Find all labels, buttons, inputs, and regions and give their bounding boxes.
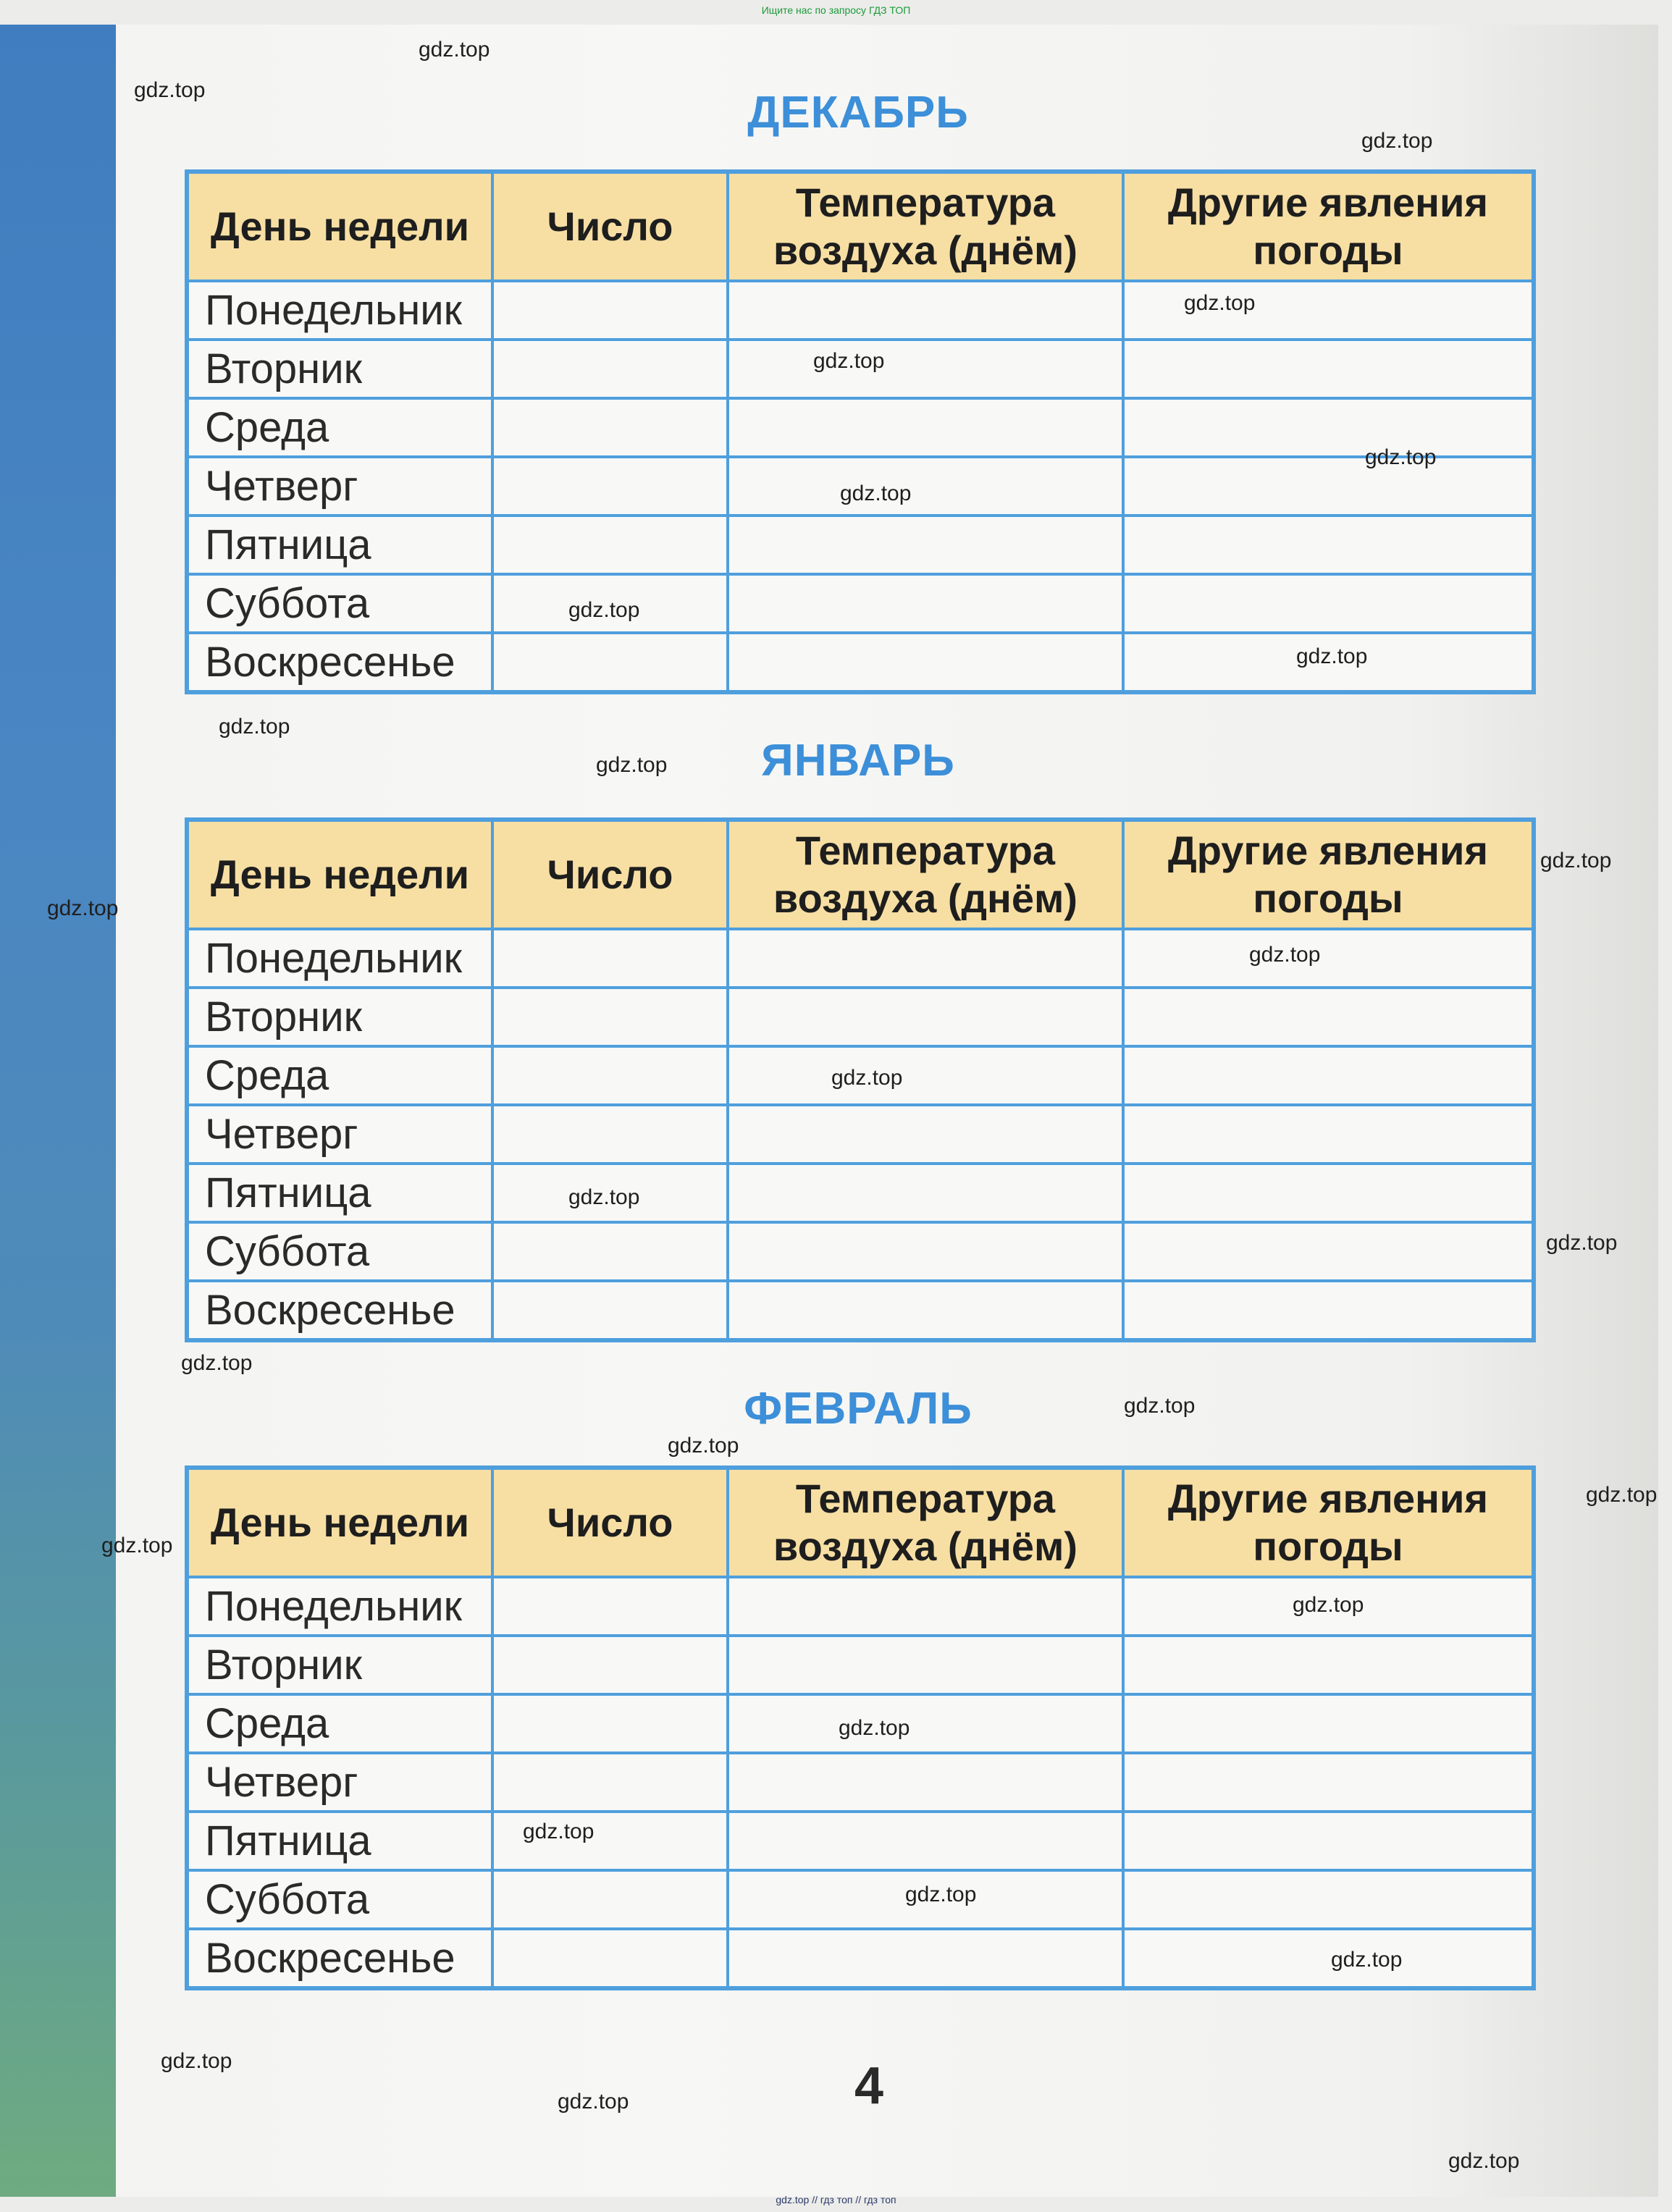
other-cell[interactable] xyxy=(1123,516,1534,574)
header-number: Число xyxy=(492,1468,728,1577)
temperature-cell[interactable] xyxy=(728,1577,1123,1636)
day-cell: Пятница xyxy=(187,1812,492,1870)
temperature-cell[interactable] xyxy=(728,1929,1123,1988)
watermark: gdz.top xyxy=(558,2090,629,2114)
watermark: gdz.top xyxy=(831,1066,903,1090)
watermark: gdz.top xyxy=(1448,2149,1520,2173)
table-row xyxy=(187,398,1534,457)
day-cell: Суббота xyxy=(187,1870,492,1929)
header-day: День недели xyxy=(187,1468,492,1577)
watermark: gdz.top xyxy=(1540,849,1612,872)
other-cell[interactable] xyxy=(1123,988,1534,1046)
watermark: gdz.top xyxy=(1184,291,1256,315)
temperature-cell[interactable] xyxy=(728,574,1123,633)
other-cell[interactable] xyxy=(1123,457,1534,516)
day-cell: Воскресенье xyxy=(187,1281,492,1340)
watermark: gdz.top xyxy=(1249,943,1321,967)
temperature-cell[interactable] xyxy=(728,988,1123,1046)
top-note: Ищите нас по запросу ГДЗ ТОП xyxy=(761,4,911,16)
observation-table xyxy=(185,169,1536,694)
other-cell[interactable] xyxy=(1123,929,1534,988)
day-cell: Четверг xyxy=(187,1753,492,1812)
day-cell: Среда xyxy=(187,1694,492,1753)
day-cell: Суббота xyxy=(187,574,492,633)
temperature-cell[interactable] xyxy=(728,398,1123,457)
watermark: gdz.top xyxy=(134,78,206,102)
day-cell: Воскресенье xyxy=(187,633,492,692)
header-day: День недели xyxy=(187,820,492,929)
watermark: gdz.top xyxy=(1331,1948,1403,1972)
header-number: Число xyxy=(492,172,728,281)
temperature-cell[interactable] xyxy=(728,281,1123,340)
watermark: gdz.top xyxy=(1365,445,1437,469)
number-cell[interactable] xyxy=(492,1753,728,1812)
day-cell: Пятница xyxy=(187,516,492,574)
other-cell[interactable] xyxy=(1123,1164,1534,1222)
header-other: Другие явления погоды xyxy=(1123,1468,1534,1577)
watermark: gdz.top xyxy=(101,1534,173,1557)
temperature-cell[interactable] xyxy=(728,1105,1123,1164)
day-cell: Вторник xyxy=(187,1636,492,1694)
table-row xyxy=(187,929,1534,988)
day-cell: Вторник xyxy=(187,340,492,398)
header-number: Число xyxy=(492,820,728,929)
day-cell: Понедельник xyxy=(187,929,492,988)
header-temperature: Температура воздуха (днём) xyxy=(728,820,1123,929)
table-row xyxy=(187,1753,1534,1812)
watermark: gdz.top xyxy=(1124,1394,1196,1418)
watermark: gdz.top xyxy=(1293,1593,1364,1617)
number-cell[interactable] xyxy=(492,1281,728,1340)
number-cell[interactable] xyxy=(492,281,728,340)
watermark: gdz.top xyxy=(181,1351,253,1375)
watermark: gdz.top xyxy=(813,349,885,373)
number-cell[interactable] xyxy=(492,633,728,692)
month-title: ДЕКАБРЬ xyxy=(747,88,969,138)
temperature-cell[interactable] xyxy=(728,1281,1123,1340)
day-cell: Пятница xyxy=(187,1164,492,1222)
table-row xyxy=(187,1281,1534,1340)
watermark: gdz.top xyxy=(839,1716,910,1740)
number-cell[interactable] xyxy=(492,988,728,1046)
temperature-cell[interactable] xyxy=(728,929,1123,988)
temperature-cell[interactable] xyxy=(728,1753,1123,1812)
table-row xyxy=(187,1222,1534,1281)
table-row xyxy=(187,988,1534,1046)
other-cell[interactable] xyxy=(1123,1812,1534,1870)
temperature-cell[interactable] xyxy=(728,1694,1123,1753)
month-title: ЯНВАРЬ xyxy=(761,736,955,786)
number-cell[interactable] xyxy=(492,1929,728,1988)
header-other: Другие явления погоды xyxy=(1123,820,1534,929)
watermark: gdz.top xyxy=(1546,1231,1618,1255)
header-day: День недели xyxy=(187,172,492,281)
temperature-cell[interactable] xyxy=(728,1222,1123,1281)
watermark: gdz.top xyxy=(596,753,668,777)
month-title: ФЕВРАЛЬ xyxy=(744,1384,972,1434)
number-cell[interactable] xyxy=(492,1046,728,1105)
table-row xyxy=(187,1105,1534,1164)
other-cell[interactable] xyxy=(1123,1105,1534,1164)
watermark: gdz.top xyxy=(419,38,490,62)
left-color-strip xyxy=(0,25,119,2197)
page-number: 4 xyxy=(854,2057,884,2115)
watermark: gdz.top xyxy=(668,1434,739,1458)
day-cell: Вторник xyxy=(187,988,492,1046)
day-cell: Четверг xyxy=(187,457,492,516)
temperature-cell[interactable] xyxy=(728,1164,1123,1222)
watermark: gdz.top xyxy=(840,481,912,505)
table-row xyxy=(187,1636,1534,1694)
watermark: gdz.top xyxy=(905,1883,977,1906)
other-cell[interactable] xyxy=(1123,1694,1534,1753)
table-row xyxy=(187,516,1534,574)
watermark: gdz.top xyxy=(161,2049,232,2073)
header-other: Другие явления погоды xyxy=(1123,172,1534,281)
watermark: gdz.top xyxy=(1296,644,1368,668)
other-cell[interactable] xyxy=(1123,574,1534,633)
watermark: gdz.top xyxy=(47,896,119,920)
watermark: gdz.top xyxy=(1586,1483,1658,1507)
table-row xyxy=(187,1870,1534,1929)
table-row xyxy=(187,281,1534,340)
table-row xyxy=(187,574,1534,633)
number-cell[interactable] xyxy=(492,1636,728,1694)
other-cell[interactable] xyxy=(1123,1753,1534,1812)
number-cell[interactable] xyxy=(492,1105,728,1164)
watermark: gdz.top xyxy=(568,1185,640,1209)
temperature-cell[interactable] xyxy=(728,1636,1123,1694)
number-cell[interactable] xyxy=(492,1222,728,1281)
temperature-cell[interactable] xyxy=(728,1812,1123,1870)
other-cell[interactable] xyxy=(1123,1929,1534,1988)
day-cell: Суббота xyxy=(187,1222,492,1281)
number-cell[interactable] xyxy=(492,398,728,457)
watermark: gdz.top xyxy=(523,1820,595,1843)
other-cell[interactable] xyxy=(1123,1281,1534,1340)
day-cell: Среда xyxy=(187,398,492,457)
other-cell[interactable] xyxy=(1123,1636,1534,1694)
table-row xyxy=(187,1164,1534,1222)
watermark: gdz.top xyxy=(219,715,290,739)
number-cell[interactable] xyxy=(492,1577,728,1636)
day-cell: Четверг xyxy=(187,1105,492,1164)
day-cell: Понедельник xyxy=(187,281,492,340)
other-cell[interactable] xyxy=(1123,1222,1534,1281)
number-cell[interactable] xyxy=(492,457,728,516)
day-cell: Воскресенье xyxy=(187,1929,492,1988)
number-cell[interactable] xyxy=(492,516,728,574)
temperature-cell[interactable] xyxy=(728,516,1123,574)
number-cell[interactable] xyxy=(492,1870,728,1929)
temperature-cell[interactable] xyxy=(728,457,1123,516)
temperature-cell[interactable] xyxy=(728,340,1123,398)
number-cell[interactable] xyxy=(492,1694,728,1753)
table-row xyxy=(187,1812,1534,1870)
other-cell[interactable] xyxy=(1123,1046,1534,1105)
header-temperature: Температура воздуха (днём) xyxy=(728,1468,1123,1577)
day-cell: Среда xyxy=(187,1046,492,1105)
number-cell[interactable] xyxy=(492,340,728,398)
bottom-note: gdz.top // гдз топ // гдз топ xyxy=(776,2194,896,2205)
number-cell[interactable] xyxy=(492,929,728,988)
watermark: gdz.top xyxy=(568,598,640,622)
temperature-cell[interactable] xyxy=(728,1046,1123,1105)
other-cell[interactable] xyxy=(1123,1870,1534,1929)
temperature-cell[interactable] xyxy=(728,633,1123,692)
header-temperature: Температура воздуха (днём) xyxy=(728,172,1123,281)
watermark: gdz.top xyxy=(1361,129,1433,153)
day-cell: Понедельник xyxy=(187,1577,492,1636)
other-cell[interactable] xyxy=(1123,340,1534,398)
other-cell[interactable] xyxy=(1123,398,1534,457)
